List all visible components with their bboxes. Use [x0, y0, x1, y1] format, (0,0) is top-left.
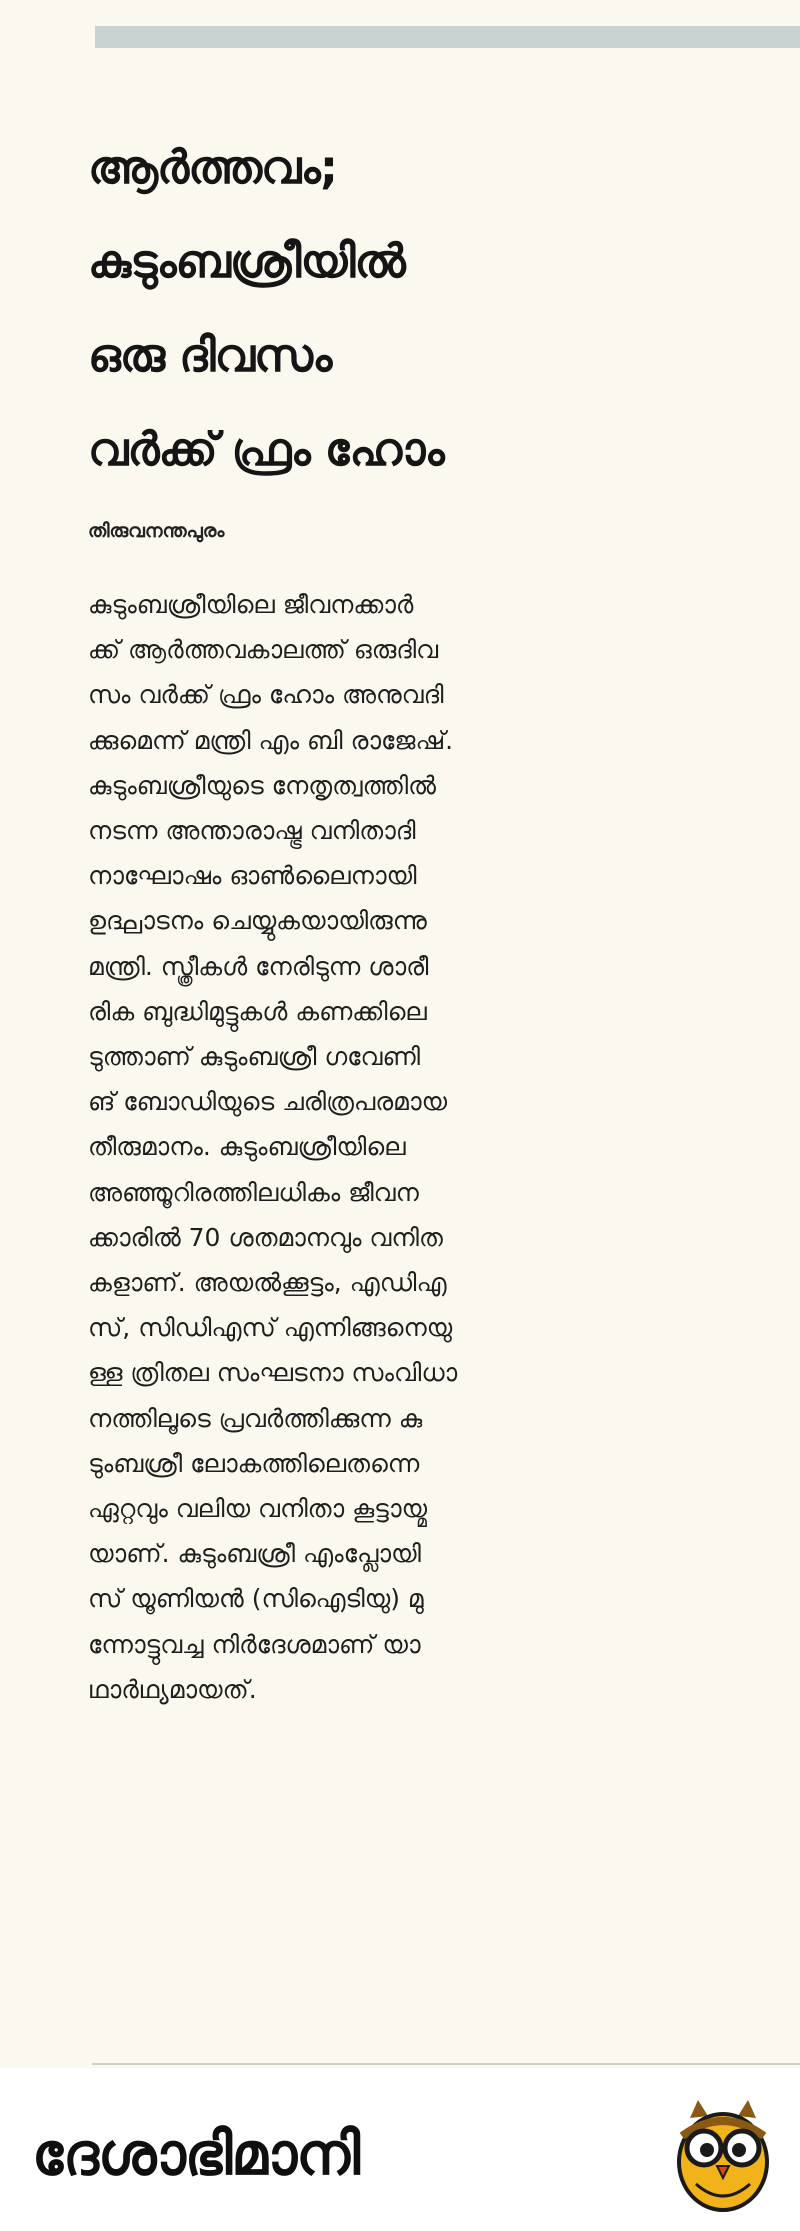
- footer: [0, 2068, 800, 2231]
- headline-line: ഒരു ദിവസം: [88, 328, 332, 382]
- body-line: ഉദ്ഘാടനം ചെയ്യുകയായിരുന്നു: [88, 906, 427, 936]
- body-line: ടുത്താണ് കുടുംബശ്രീ ഗവേണി: [88, 1042, 421, 1072]
- body-line: നാഘോഷം ഓൺലൈനായി: [88, 861, 417, 891]
- body-line: ഥാർഥ്യമായത്.: [88, 1674, 257, 1704]
- body-line: നത്തിലൂടെ പ്രവർത്തിക്കുന്ന കു: [88, 1403, 423, 1433]
- body-line: തീരുമാനം. കുടുംബശ്രീയിലെ: [88, 1132, 406, 1162]
- news-clipping: [88, 120, 728, 1712]
- body-line: ന്നോട്ടുവച്ച നിർദേശമാണ് യാ: [88, 1629, 421, 1659]
- headline-line: ആർത്തവം;: [88, 140, 338, 194]
- body-line: കളാണ്. അയൽക്കൂട്ടം, എഡിഎ: [88, 1268, 447, 1298]
- body-line: ള്ള ത്രിതല സംഘടനാ സംവിധാ: [88, 1358, 458, 1388]
- headline-line: കുടുംബശ്രീയിൽ: [88, 234, 405, 288]
- body-line: യാണ്. കുടുംബശ്രീ എംപ്ലോയി: [88, 1539, 421, 1569]
- body-line: സ്, സിഡിഎസ് എന്നിങ്ങനെയു: [88, 1313, 453, 1343]
- footer-divider: [92, 2063, 800, 2065]
- headline: [88, 120, 728, 496]
- owl-mascot-icon: [668, 2096, 778, 2214]
- body-line: രിക ബുദ്ധിമുട്ടുകൾ കണക്കിലെ: [88, 996, 427, 1026]
- body-line: ടുംബശ്രീ ലോകത്തിലെതന്നെ: [88, 1448, 420, 1478]
- body-line: കുടുംബശ്രീയിലെ ജീവനക്കാർ: [88, 590, 414, 619]
- body-line: അഞ്ഞൂറിരത്തിലധികം ജീവന: [88, 1177, 419, 1207]
- brand-logo: ദേശാഭിമാനി: [32, 2120, 360, 2188]
- dateline: തിരുവനന്തപുരം: [88, 520, 225, 542]
- body-line: ക്ക് ആർത്തവകാലത്ത് ഒരുദിവ: [88, 635, 439, 665]
- body-line: കുടുംബശ്രീയുടെ നേതൃത്വത്തിൽ: [88, 770, 436, 800]
- body-line: നടന്ന അന്താരാഷ്ട്ര വനിതാദി: [88, 816, 416, 846]
- top-rule: [95, 26, 800, 48]
- body-line: സം വർക്ക് ഫ്രം ഹോം അനുവദി: [88, 680, 444, 710]
- body-line: ക്കാരിൽ 70 ശതമാനവും വനിത: [88, 1222, 443, 1252]
- body-line: ങ് ബോഡിയുടെ ചരിത്രപരമായ: [88, 1087, 448, 1117]
- body-line: ക്കുമെന്ന് മന്ത്രി എം ബി രാജേഷ്.: [88, 725, 454, 755]
- body-line: മന്ത്രി. സ്ത്രീകൾ നേരിടുന്ന ശാരീ: [88, 951, 429, 981]
- body-line: സ് യൂണിയൻ (സിഐടിയു) മു: [88, 1584, 424, 1614]
- headline-line: വർക്ക് ഫ്രം ഹോം: [88, 422, 444, 476]
- article-body: [88, 582, 728, 1712]
- body-line: ഏറ്റവും വലിയ വനിതാ കൂട്ടായ്മ: [88, 1494, 428, 1524]
